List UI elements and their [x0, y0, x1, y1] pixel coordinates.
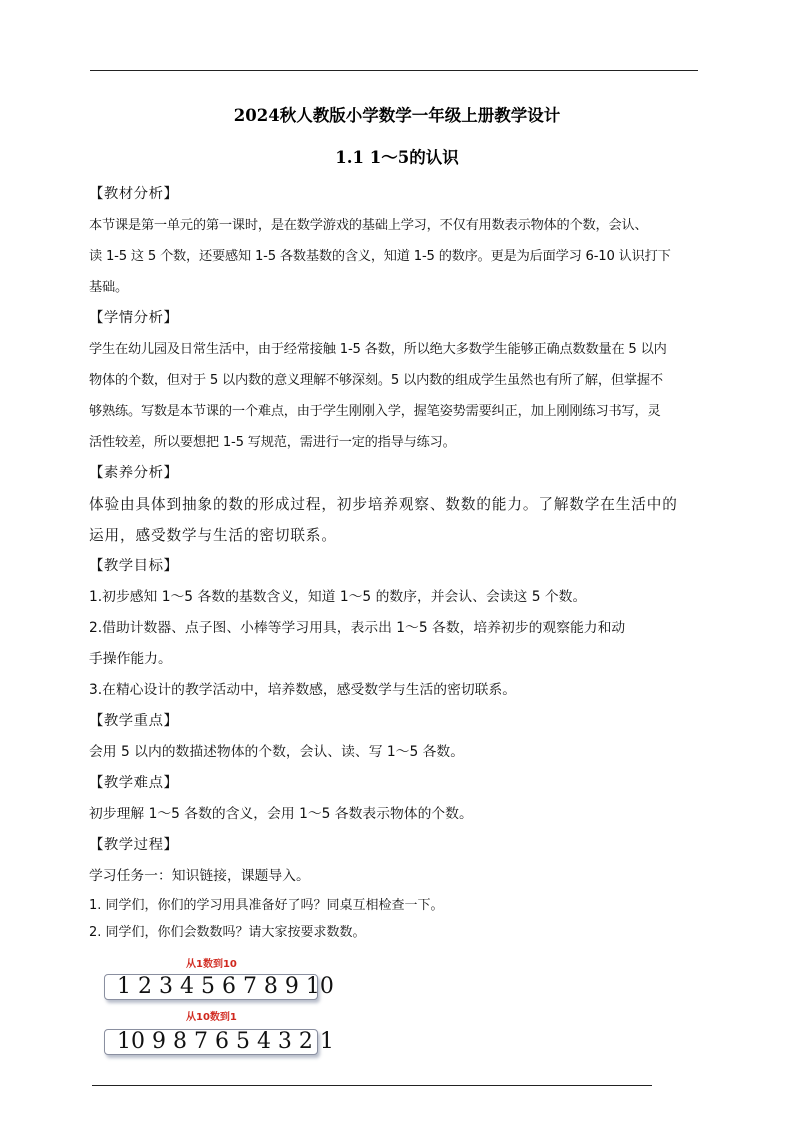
section-heading-textbook-analysis: 【教材分析】 — [89, 186, 179, 202]
paragraph-line: 读 1-5 这 5 个数，还要感知 1-5 各数基数的含义，知道 1-5 的数序。更是为后面学习 6-10 认识打下 — [89, 249, 671, 264]
section-heading-process: 【教学过程】 — [89, 837, 179, 853]
count-forward-label: 从1数到10 — [186, 959, 237, 970]
count-backward-numbers: 10 9 8 7 6 5 4 3 2 1 — [117, 1029, 334, 1054]
footer-rule — [92, 1085, 652, 1086]
paragraph-line: 本节课是第一单元的第一课时，是在数学游戏的基础上学习，不仅有用数表示物体的个数，会认、 — [89, 218, 648, 233]
goal-item: 2.借助计数器、点子图、小棒等学习用具，表示出 1～5 各数，培养初步的观察能力和动 — [89, 620, 626, 636]
count-backward-number-strip — [104, 1029, 334, 1055]
process-item: 2. 同学们，你们会数数吗？请大家按要求数数。 — [89, 925, 366, 940]
paragraph-line: 活性较差，所以要想把 1-5 写规范，需进行一定的指导与练习。 — [89, 435, 456, 450]
header-rule — [90, 70, 698, 71]
paragraph-line: 体验由具体到抽象的数的形成过程，初步培养观察、数数的能力。了解数学在生活中的 — [89, 496, 678, 513]
goal-item: 手操作能力。 — [89, 651, 172, 667]
paragraph-line: 够熟练。写数是本节课的一个难点，由于学生刚刚入学，握笔姿势需要纠正，加上刚刚练习书写，灵 — [89, 404, 661, 419]
paragraph-line: 学生在幼儿园及日常生活中，由于经常接触 1-5 各数，所以绝大多数学生能够正确点数数量在 5 以内 — [89, 342, 667, 357]
document-title: 2024秋人教版小学数学一年级上册教学设计 — [233, 106, 561, 125]
paragraph-line: 会用 5 以内的数描述物体的个数，会认、读、写 1～5 各数。 — [89, 744, 465, 760]
section-heading-literacy-analysis: 【素养分析】 — [89, 465, 179, 481]
count-forward-numbers: 1 2 3 4 5 6 7 8 9 10 — [117, 974, 334, 999]
count-backward-label: 从10数到1 — [186, 1012, 237, 1023]
count-forward-number-strip — [104, 974, 334, 1000]
section-heading-key-points: 【教学重点】 — [89, 713, 179, 729]
paragraph-line: 物体的个数，但对于 5 以内数的意义理解不够深刻。5 以内数的组成学生虽然也有所了解，但掌握不 — [89, 373, 663, 388]
document-body — [89, 179, 709, 946]
goal-item: 3.在精心设计的教学活动中，培养数感，感受数学与生活的密切联系。 — [89, 682, 517, 698]
section-heading-student-analysis: 【学情分析】 — [89, 310, 179, 326]
goal-item: 1.初步感知 1～5 各数的基数含义，知道 1～5 的数序，并会认、会读这 5 个数。 — [89, 589, 587, 605]
section-heading-difficulties: 【教学难点】 — [89, 775, 179, 791]
paragraph-line: 基础。 — [89, 280, 128, 295]
paragraph-line: 初步理解 1～5 各数的含义，会用 1～5 各数表示物体的个数。 — [89, 806, 473, 822]
paragraph-line: 运用，感受数学与生活的密切联系。 — [89, 527, 337, 544]
process-item: 1. 同学们，你们的学习用具准备好了吗？同桌互相检查一下。 — [89, 898, 444, 913]
lesson-title: 1.1 1～5的认识 — [335, 148, 459, 167]
task-title: 学习任务一：知识链接，课题导入。 — [89, 868, 310, 884]
section-heading-teaching-goals: 【教学目标】 — [89, 558, 179, 574]
